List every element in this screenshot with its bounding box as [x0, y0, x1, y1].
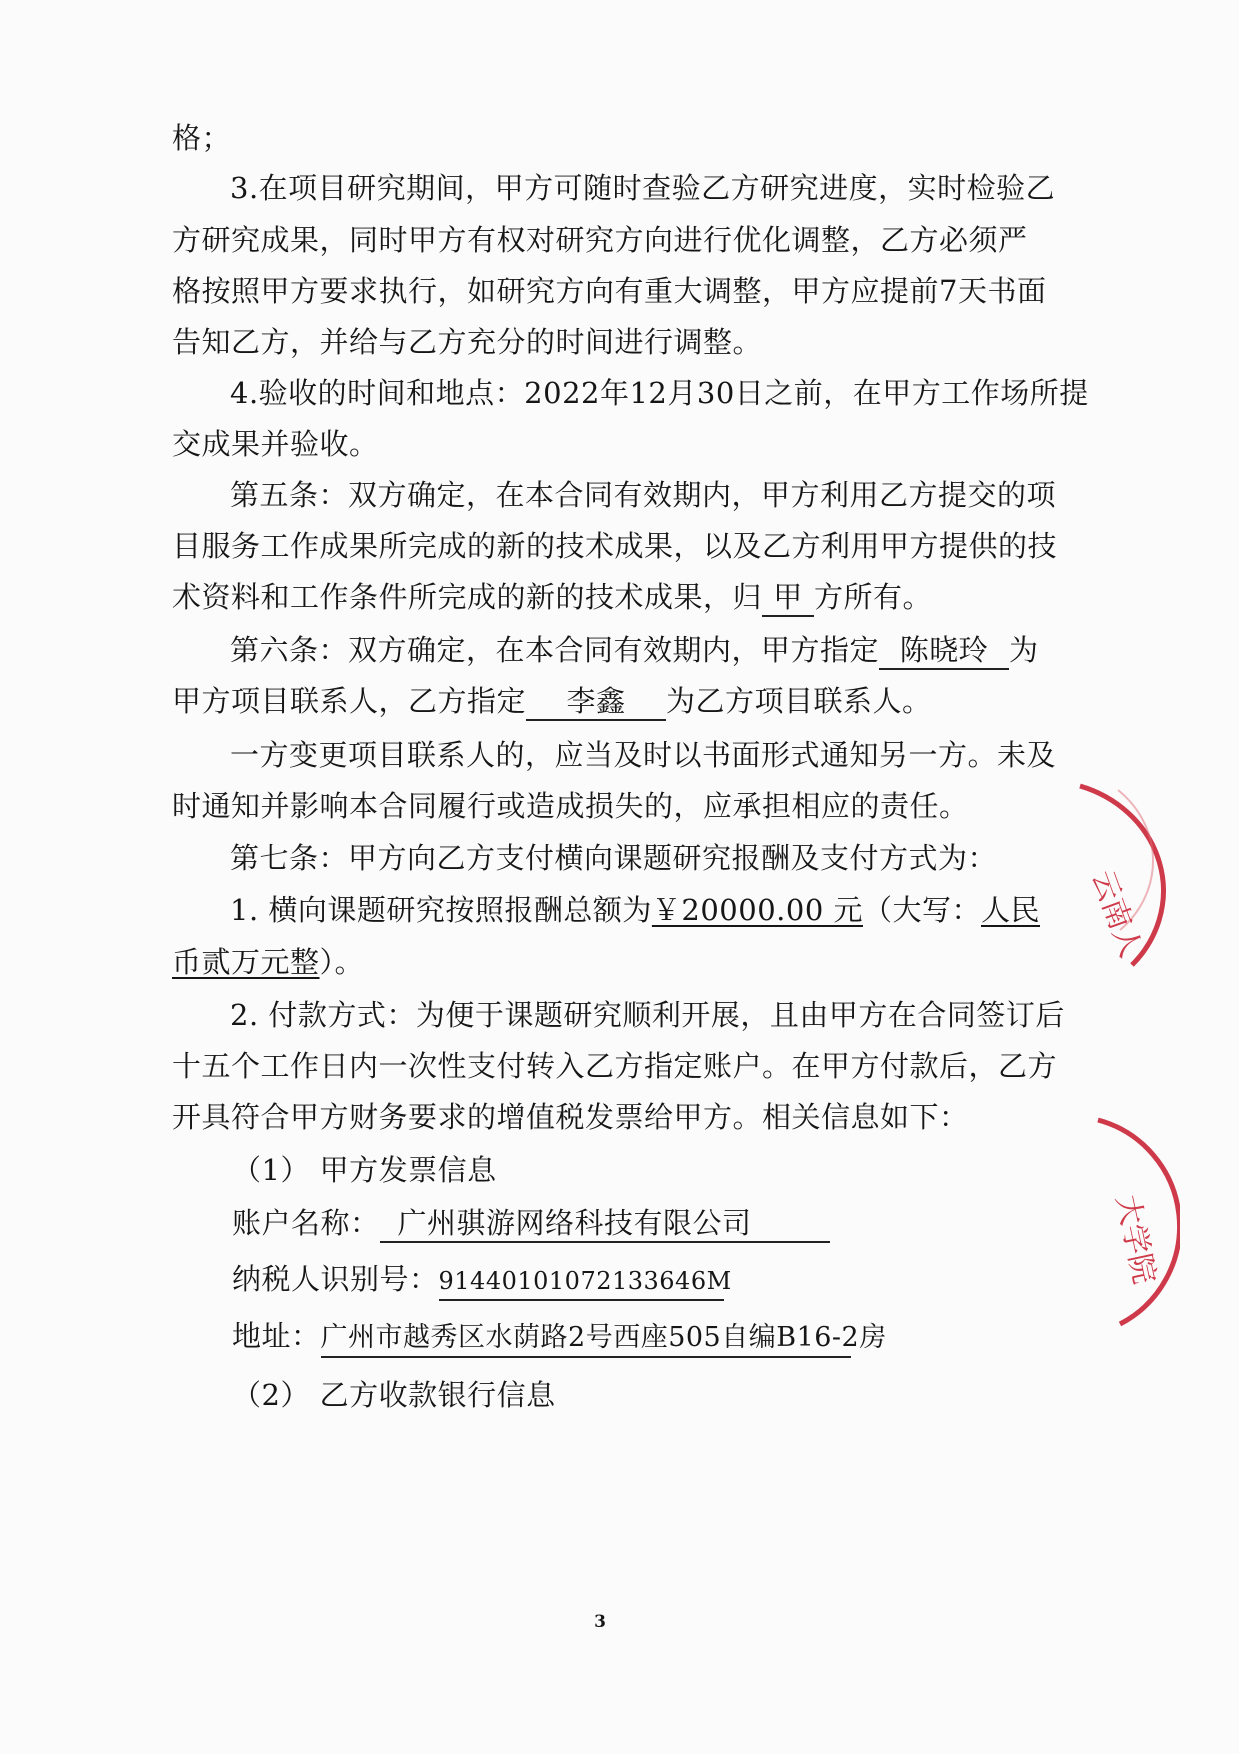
payment-amount-line-2 [172, 942, 1052, 982]
field-label: 纳税人识别号： [232, 1262, 439, 1296]
amount-words-field: 人民 [981, 893, 1041, 927]
field-label: 地址： [232, 1319, 321, 1353]
amount-words-field: 币贰万元整 [172, 945, 320, 979]
line-text: 为乙方项目联系人。 [666, 684, 932, 718]
address-line [232, 1316, 1112, 1358]
article-five-line: 第五条：双方确定，在本合同有效期内，甲方利用乙方提交的项 [230, 478, 1057, 512]
paragraph-line: 格按照甲方要求执行，如研究方向有重大调整，甲方应提前7天书面 [172, 274, 1047, 308]
line-text: 为 [1009, 633, 1039, 667]
paragraph-line: 一方变更项目联系人的，应当及时以书面形式通知另一方。未及 [230, 738, 1057, 772]
article-six-line [230, 630, 1110, 670]
account-name-value: 广州骐游网络科技有限公司 [380, 1205, 830, 1243]
paragraph-line: 方研究成果，同时甲方有权对研究方向进行优化调整，乙方必须严 [172, 223, 1028, 257]
paragraph-line: 告知乙方，并给与乙方充分的时间进行调整。 [172, 325, 763, 359]
official-seal-top [1060, 780, 1180, 990]
line-text: 第六条：双方确定，在本合同有效期内，甲方指定 [230, 633, 880, 667]
line-text: （大写： [862, 893, 981, 927]
paragraph-line: 目服务工作成果所完成的新的技术成果，以及乙方利用甲方提供的技 [172, 529, 1058, 563]
line-text: 甲方项目联系人，乙方指定 [172, 684, 527, 718]
address-value: 广州市越秀区水荫路2号西座505自编B16-2房 [321, 1320, 851, 1358]
article-seven-line: 第七条：甲方向乙方支付横向课题研究报酬及支付方式为： [230, 841, 998, 875]
line-text: 术资料和工作条件所完成的新的技术成果，归 [172, 580, 763, 614]
payment-method-line: 2. 付款方式：为便于课题研究顺利开展，且由甲方在合同签订后 [230, 998, 1065, 1032]
ownership-line [172, 577, 1052, 617]
paragraph-line: 开具符合甲方财务要求的增值税发票给甲方。相关信息如下： [172, 1100, 969, 1134]
paragraph-line: 时通知并影响本合同履行或造成损失的，应承担相应的责任。 [172, 789, 969, 823]
line-text: 1. 横向课题研究按照报酬总额为 [230, 893, 652, 927]
owner-field: 甲 [762, 579, 814, 617]
contact-line [172, 681, 1052, 721]
amount-field: ￥20000.00 元 [651, 893, 863, 927]
official-seal-bottom [1060, 1110, 1180, 1340]
line-text: 方所有。 [814, 580, 933, 614]
invoice-info-heading: （1） 甲方发票信息 [232, 1153, 497, 1187]
line-text: ）。 [319, 945, 365, 979]
bank-info-heading: （2） 乙方收款银行信息 [232, 1378, 556, 1412]
paragraph-line: 十五个工作日内一次性支付转入乙方指定账户。在甲方付款后，乙方 [172, 1049, 1058, 1083]
seal-text-top: 云南人 [1084, 865, 1149, 963]
party-a-contact-field: 陈晓玲 [879, 632, 1009, 670]
tax-id-value: 91440101072133646M [439, 1263, 724, 1301]
page-number: 3 [594, 1612, 606, 1632]
account-name-line [232, 1203, 1112, 1243]
paragraph-line: 格； [172, 121, 232, 155]
field-label: 账户名称： [232, 1206, 380, 1240]
paragraph-line: 交成果并验收。 [172, 427, 379, 461]
payment-amount-line [230, 890, 1110, 930]
paragraph-line: 3.在项目研究期间，甲方可随时查验乙方研究进度，实时检验乙 [230, 171, 1056, 205]
tax-id-line [232, 1259, 1112, 1301]
party-b-contact-field: 李鑫 [526, 683, 666, 721]
seal-text-bottom: 大学院 [1108, 1191, 1162, 1288]
paragraph-line: 4.验收的时间和地点：2022年12月30日之前，在甲方工作场所提 [230, 376, 1089, 410]
